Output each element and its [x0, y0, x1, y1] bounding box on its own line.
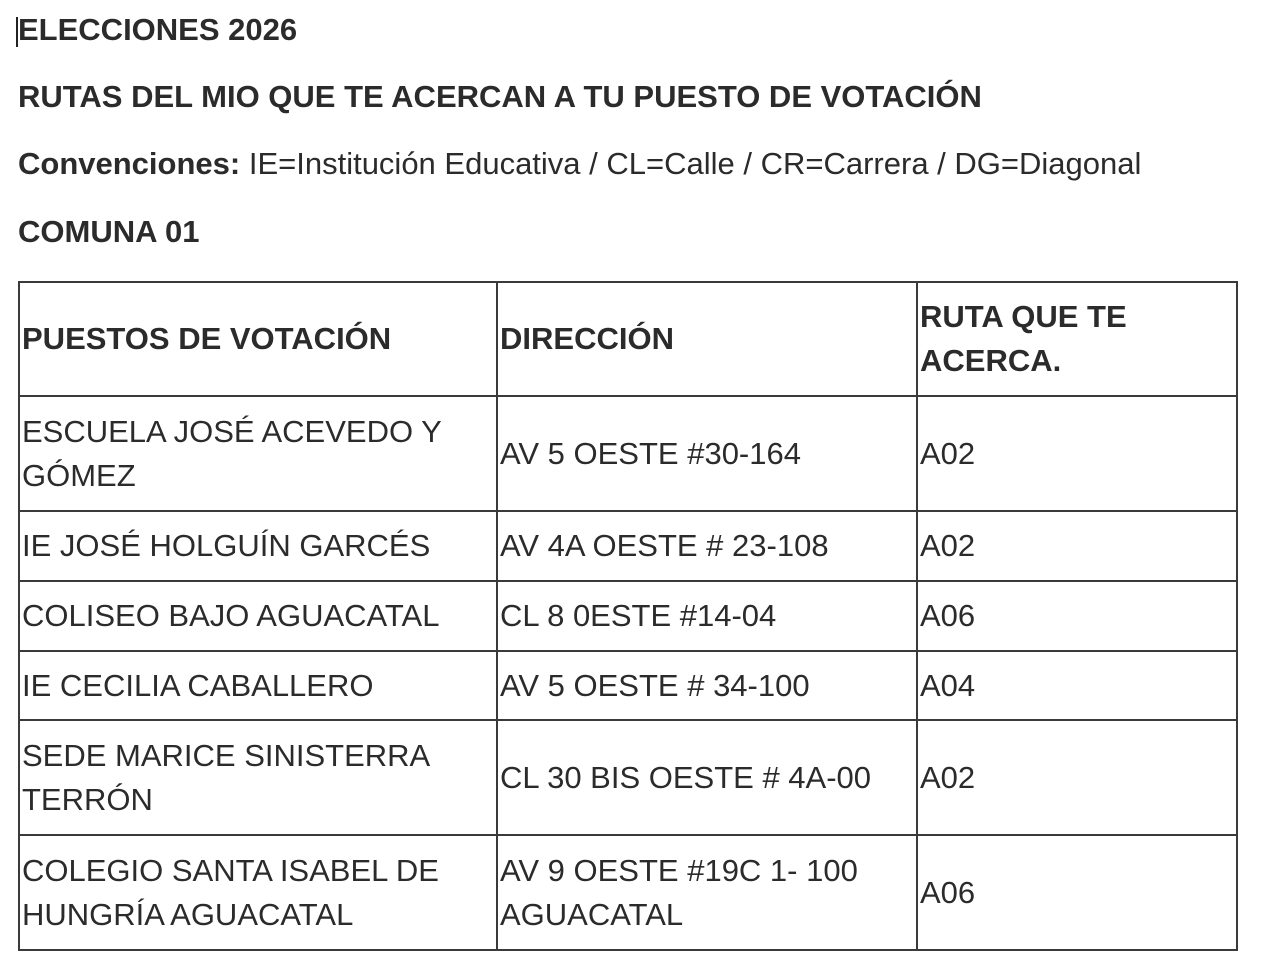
cell-puesto: COLISEO BAJO AGUACATAL: [19, 581, 497, 651]
header-ruta: RUTA QUE TE ACERCA.: [917, 282, 1237, 396]
cell-ruta: A04: [917, 651, 1237, 720]
cell-puesto: SEDE MARICE SINISTERRA TERRÓN: [19, 720, 497, 835]
cell-puesto: IE CECILIA CABALLERO: [19, 651, 497, 720]
table-row: [19, 396, 1237, 511]
conventions-label: Convenciones:: [18, 146, 241, 181]
cell-puesto: ESCUELA JOSÉ ACEVEDO Y GÓMEZ: [19, 396, 497, 511]
cell-ruta: A02: [917, 396, 1237, 511]
table-row: [19, 581, 1237, 651]
cell-ruta: A06: [917, 835, 1237, 950]
cell-ruta: A02: [917, 720, 1237, 835]
table-row: [19, 651, 1237, 720]
cell-direccion: CL 8 0ESTE #14-04: [497, 581, 917, 651]
cell-direccion: CL 30 BIS OESTE # 4A-00: [497, 720, 917, 835]
table-header-row: [19, 282, 1237, 396]
table-row: [19, 511, 1237, 581]
header-direccion: DIRECCIÓN: [497, 282, 917, 396]
conventions-text: IE=Institución Educativa / CL=Calle / CR=Carrera / DG=Diagonal: [240, 146, 1142, 181]
cell-ruta: A02: [917, 511, 1237, 581]
cell-direccion: AV 5 OESTE #30-164: [497, 396, 917, 511]
header-puesto: PUESTOS DE VOTACIÓN: [19, 282, 497, 396]
cell-puesto: COLEGIO SANTA ISABEL DE HUNGRÍA AGUACATAL: [19, 835, 497, 950]
cell-direccion: AV 4A OESTE # 23-108: [497, 511, 917, 581]
section-heading: COMUNA 01: [18, 214, 200, 249]
document-subtitle: RUTAS DEL MIO QUE TE ACERCAN A TU PUESTO DE VOTACIÓN: [18, 79, 982, 114]
cell-direccion: AV 9 OESTE #19C 1- 100 AGUACATAL: [497, 835, 917, 950]
table-row: [19, 720, 1237, 835]
document-title: ELECCIONES 2026: [18, 12, 298, 47]
voting-table: [18, 281, 1238, 951]
table-row: [19, 835, 1237, 950]
cell-puesto: IE JOSÉ HOLGUÍN GARCÉS: [19, 511, 497, 581]
cell-ruta: A06: [917, 581, 1237, 651]
cell-direccion: AV 5 OESTE # 34-100: [497, 651, 917, 720]
conventions-line: [18, 146, 1141, 182]
